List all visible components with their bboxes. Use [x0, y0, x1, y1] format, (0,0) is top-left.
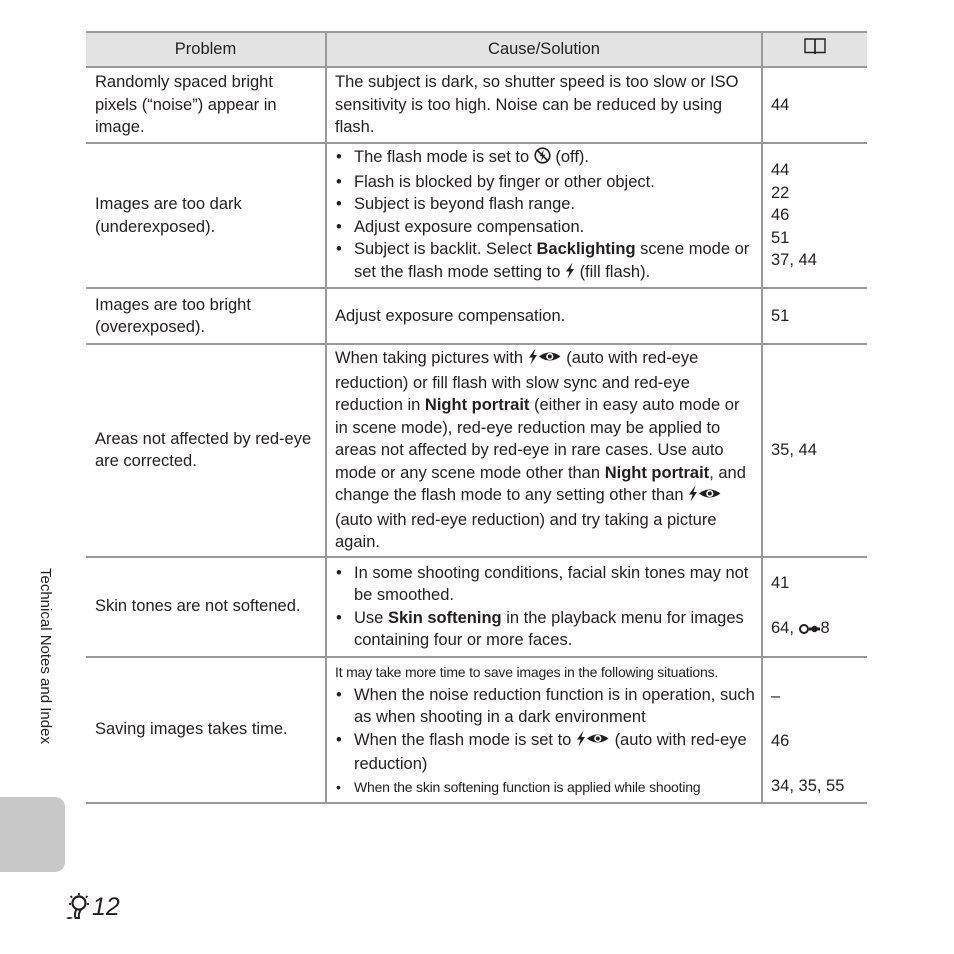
list-text: scene mode or set the flash mode setting to	[354, 240, 750, 281]
page-reference: 44	[771, 95, 790, 114]
sidebar-section-tab	[0, 797, 65, 872]
table-row-skin	[86, 557, 867, 657]
page-reference: 35, 44	[771, 441, 817, 459]
cause-cell	[326, 288, 762, 344]
scene-mode-name: Night portrait	[424, 396, 530, 414]
cause-text-part: , and change the flash mode to any setting other than	[335, 463, 746, 504]
list-text: The flash mode is set to	[354, 148, 530, 166]
reference-cell	[762, 657, 867, 803]
list-text: (fill flash).	[579, 262, 651, 281]
list-item: • Subject is beyond flash range.	[335, 193, 755, 216]
problem-cell	[86, 557, 326, 657]
technical-notes-icon	[64, 892, 90, 922]
page-reference: 34, 35, 55	[771, 776, 845, 795]
cause-list	[335, 684, 755, 799]
list-item	[335, 146, 755, 171]
cause-list	[335, 562, 755, 652]
scene-mode-name: Night portrait	[604, 463, 710, 482]
fill-flash-icon	[565, 262, 575, 286]
list-item: • Adjust exposure compensation.	[335, 216, 755, 239]
cause-cell	[326, 143, 762, 288]
page-reference-text: 64,	[771, 618, 794, 637]
problem-cell	[86, 67, 326, 143]
problem-cell	[86, 143, 326, 288]
page-number	[64, 890, 120, 924]
list-item: • When the skin softening function is applied while shooting	[335, 776, 755, 799]
troubleshooting-table	[86, 31, 867, 804]
cause-text-part: (auto with red-eye reduction) and try taking a picture again.	[335, 510, 717, 551]
cause-text: Adjust exposure compensation.	[335, 306, 566, 325]
menu-item-name: Skin softening	[387, 608, 502, 627]
problem-text: Images are too dark (underexposed).	[95, 195, 242, 236]
book-reference-icon	[804, 37, 826, 62]
reference-cell	[762, 288, 867, 344]
table-row-dark	[86, 143, 867, 288]
page-reference: 44	[771, 161, 790, 180]
cause-text	[335, 345, 755, 556]
scene-mode-name: Backlighting	[536, 240, 636, 258]
list-text: (auto with red-eye reduction)	[354, 730, 747, 773]
cause-list	[335, 146, 755, 285]
table-row-saving	[86, 657, 867, 803]
flash-off-icon	[534, 147, 551, 171]
reference-cell	[762, 557, 867, 657]
problem-cell	[86, 657, 326, 803]
problem-cell	[86, 288, 326, 344]
reference-cell	[762, 344, 867, 557]
problem-cell	[86, 344, 326, 557]
list-item	[335, 729, 755, 776]
table-row-bright	[86, 288, 867, 344]
page-reference: 37, 44	[771, 251, 817, 270]
list-text: When the flash mode is set to	[354, 730, 572, 749]
list-item: • When the noise reduction function is in operation, such as when shooting in a dark environment	[335, 684, 755, 729]
list-item: • Flash is blocked by finger or other object.	[335, 171, 755, 194]
header-problem: Problem	[86, 32, 326, 67]
auto-red-eye-flash-icon	[688, 485, 722, 509]
page-reference: 51	[771, 228, 790, 247]
header-cause-solution: Cause/Solution	[326, 32, 762, 67]
auto-red-eye-flash-icon	[576, 730, 610, 754]
reference-section-icon	[799, 619, 821, 642]
page-reference: 22	[771, 183, 790, 202]
page-reference: –	[771, 686, 781, 705]
list-text: Use	[354, 608, 384, 627]
page-reference: 51	[771, 306, 790, 325]
list-item: • In some shooting conditions, facial skin tones may not be smoothed.	[335, 562, 755, 607]
spacer	[771, 662, 861, 685]
page-number-text: 12	[92, 892, 120, 921]
page-reference: 46	[771, 731, 790, 750]
cause-intro: It may take more time to save images in the following situations.	[335, 664, 719, 680]
cause-cell	[326, 344, 762, 557]
table-row-redeye	[86, 344, 867, 557]
reference-cell	[762, 143, 867, 288]
cause-cell	[326, 557, 762, 657]
sidebar-section-label: Technical Notes and Index	[37, 568, 54, 744]
spacer	[771, 752, 861, 775]
list-text: (off).	[555, 148, 589, 166]
reference-cell	[762, 67, 867, 143]
list-item	[335, 238, 755, 285]
cause-text-part: (auto with red-eye reduction) or fill flash with slow sync and red-eye reduction in	[335, 349, 699, 414]
page-reference-text: 8	[820, 618, 830, 637]
page-reference	[771, 617, 861, 642]
list-text: in the playback menu for images containing four or more faces.	[354, 608, 744, 649]
cause-text-part: When taking pictures with	[335, 349, 524, 367]
auto-red-eye-flash-icon	[528, 348, 562, 372]
spacer	[771, 594, 861, 617]
cause-cell	[326, 67, 762, 143]
page-reference: 41	[771, 573, 790, 592]
table-row-noise	[86, 67, 867, 143]
page-reference: 46	[771, 206, 790, 225]
list-item	[335, 607, 755, 652]
header-reference	[762, 32, 867, 67]
problem-text: Images are too bright (overexposed).	[95, 295, 251, 336]
spacer	[771, 707, 861, 730]
problem-text: Saving images takes time.	[95, 720, 288, 739]
cause-text: The subject is dark, so shutter speed is too slow or ISO sensitivity is too high. Noise can be reduced by using flash.	[335, 73, 739, 137]
problem-text: Areas not affected by red-eye are corrected.	[95, 429, 312, 471]
cause-cell	[326, 657, 762, 803]
list-text: Subject is backlit. Select	[354, 240, 532, 258]
table-header-row	[86, 32, 867, 67]
problem-text: Skin tones are not softened.	[95, 597, 301, 616]
problem-text: Randomly spaced bright pixels (“noise”) appear in image.	[95, 73, 277, 137]
cause-text-part: (either in easy auto mode or in scene mode), red-eye reduction may be applied to areas not affected by red-eye in rare cases. Use auto mode or any scene mode other than	[335, 396, 740, 482]
